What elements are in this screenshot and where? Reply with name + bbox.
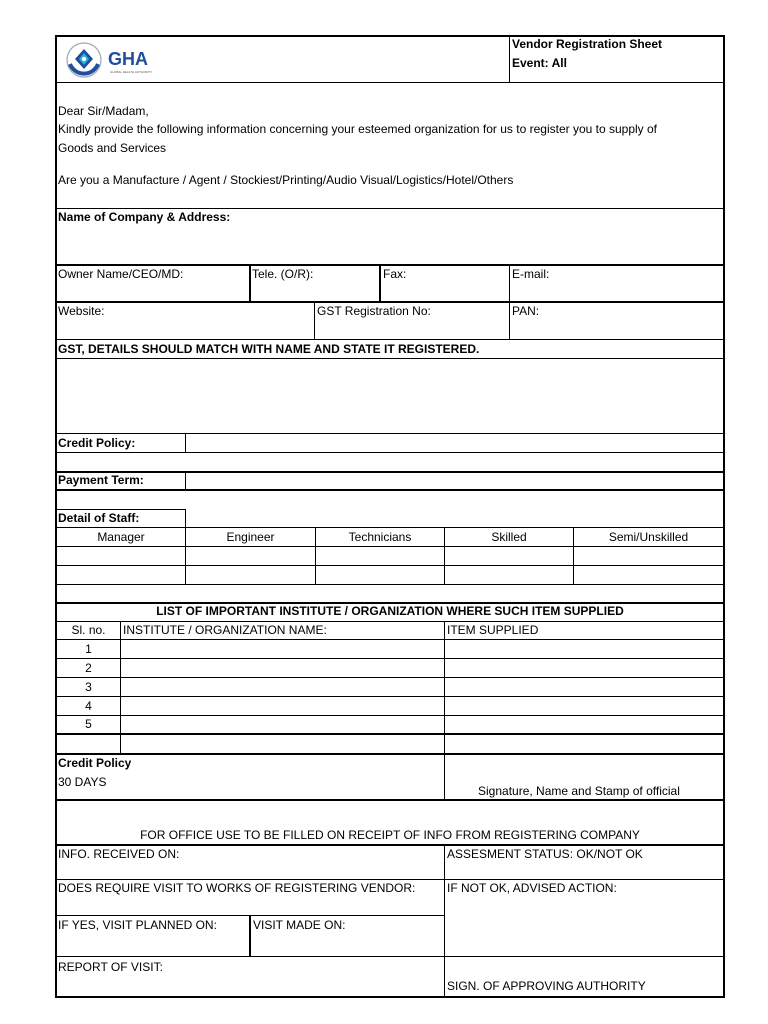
border-right	[723, 35, 725, 998]
staff-col-skilled: Skilled	[491, 530, 527, 544]
salutation: Dear Sir/Madam,	[58, 104, 149, 118]
inst-row-line-7	[55, 753, 725, 755]
row-number-5: 5	[85, 717, 92, 731]
office-row-line-1	[55, 879, 725, 880]
staff-col-semiunskilled: Semi/Unskilled	[608, 530, 689, 544]
fax-field[interactable]	[381, 283, 509, 301]
email-field[interactable]	[510, 283, 722, 301]
staff-semiunskilled-count[interactable]	[574, 547, 722, 565]
institute-name-3[interactable]	[121, 678, 444, 696]
payment-term-label: Payment Term:	[58, 473, 144, 487]
require-visit-label: DOES REQUIRE VISIT TO WORKS OF REGISTERING VENDOR:	[58, 881, 416, 895]
staff-row-line-1	[55, 527, 725, 528]
footer-credit-label: Credit Policy	[58, 756, 132, 770]
payment-term-field[interactable]	[186, 473, 722, 489]
col-item-supplied: ITEM SUPPLIED	[447, 623, 539, 637]
institute-name-4[interactable]	[121, 697, 444, 715]
staff-row-line-4	[55, 584, 725, 585]
row-number-2: 2	[85, 661, 92, 675]
advised-action-field[interactable]	[446, 898, 722, 956]
signature-row-bottom	[55, 799, 725, 801]
border-bottom	[55, 996, 725, 998]
visit-planned-field[interactable]	[57, 934, 249, 956]
institute-name-5[interactable]	[121, 716, 444, 733]
company-address-field[interactable]	[57, 226, 723, 264]
staff-row-line-3	[55, 565, 725, 566]
gst-label: GST Registration No:	[317, 304, 431, 318]
signature-label: Signature, Name and Stamp of official	[478, 784, 680, 798]
request-text-line2: Goods and Services	[58, 141, 167, 155]
item-supplied-2[interactable]	[445, 659, 722, 677]
office-row-line-3	[55, 956, 725, 957]
owner-label: Owner Name/CEO/MD:	[58, 267, 184, 281]
logo-tagline: GLOBAL HEALTH AUTHORITY	[110, 70, 153, 74]
office-title-bottom	[55, 844, 725, 846]
institute-name-2[interactable]	[121, 659, 444, 677]
institutes-title: LIST OF IMPORTANT INSTITUTE / ORGANIZATION WHERE SUCH ITEM SUPPLIED	[156, 604, 624, 618]
col-institute-name: INSTITUTE / ORGANIZATION NAME:	[123, 623, 327, 637]
gst-block-bottom	[55, 433, 725, 434]
gst-details-field[interactable]	[57, 360, 723, 432]
payment-row-bottom	[55, 489, 725, 491]
header-bottom-line	[55, 82, 725, 83]
office-use-title: FOR OFFICE USE TO BE FILLED ON RECEIPT OF INFO FROM REGISTERING COMPANY	[140, 828, 640, 842]
staff-engineer-count[interactable]	[186, 547, 315, 565]
gst-note-bottom	[55, 358, 725, 359]
institute-name-1[interactable]	[121, 640, 444, 658]
staff-col-manager: Manager	[97, 530, 145, 544]
sheet-title: Vendor Registration Sheet	[512, 37, 663, 51]
visit-planned-label: IF YES, VISIT PLANNED ON:	[58, 918, 217, 932]
info-received-field[interactable]	[190, 847, 442, 877]
border-left	[55, 35, 57, 998]
website-row-bottom	[55, 339, 725, 340]
staff-col-technicians: Technicians	[348, 530, 412, 544]
credit-policy-field[interactable]	[186, 435, 722, 451]
col-slno: Sl. no.	[71, 623, 106, 637]
item-supplied-5[interactable]	[445, 716, 722, 733]
pan-label: PAN:	[512, 304, 540, 318]
gst-note: GST, DETAILS SHOULD MATCH WITH NAME AND STATE IT REGISTERED.	[58, 342, 480, 356]
staff-title: Detail of Staff:	[58, 511, 140, 525]
credit-policy-label: Credit Policy:	[58, 436, 136, 450]
vendor-type-question: Are you a Manufacture / Agent / Stockiest/Printing/Audio Visual/Logistics/Hotel/Others	[58, 173, 514, 187]
inst-row-line-6	[55, 733, 725, 735]
visit-made-field[interactable]	[251, 934, 443, 956]
staff-col-engineer: Engineer	[226, 530, 275, 544]
credit-row-bottom	[55, 452, 725, 453]
gha-logo-icon	[64, 40, 104, 80]
staff-title-top	[55, 509, 186, 510]
website-label: Website:	[58, 304, 105, 318]
sign-authority-label: SIGN. OF APPROVING AUTHORITY	[447, 979, 646, 993]
header-divider	[509, 35, 510, 83]
website-field[interactable]	[57, 320, 314, 338]
advised-action-label: IF NOT OK, ADVISED ACTION:	[447, 881, 617, 895]
report-of-visit-field[interactable]	[57, 976, 443, 995]
footer-credit-value: 30 DAYS	[58, 775, 107, 789]
owner-row-bottom	[55, 301, 725, 303]
row-number-4: 4	[85, 699, 92, 713]
pan-field[interactable]	[510, 320, 722, 338]
report-of-visit-label: REPORT OF VISIT:	[58, 960, 163, 974]
item-supplied-1[interactable]	[445, 640, 722, 658]
office-col-divider	[444, 845, 445, 997]
visit-made-label: VISIT MADE ON:	[253, 918, 346, 932]
staff-technicians-count[interactable]	[316, 547, 444, 565]
tele-field[interactable]	[251, 283, 379, 301]
tele-label: Tele. (O/R):	[252, 267, 314, 281]
staff-manager-count[interactable]	[57, 547, 185, 565]
logo-text: GHA	[108, 49, 148, 69]
staff-skilled-count[interactable]	[445, 547, 573, 565]
company-line	[55, 264, 725, 266]
info-received-label: INFO. RECEIVED ON:	[58, 847, 180, 861]
owner-field[interactable]	[57, 283, 249, 301]
assessment-status-label: ASSESMENT STATUS: OK/NOT OK	[447, 847, 643, 861]
fax-label: Fax:	[383, 267, 407, 281]
item-supplied-3[interactable]	[445, 678, 722, 696]
row-number-3: 3	[85, 680, 92, 694]
gst-field[interactable]	[315, 320, 509, 338]
request-text-line1: Kindly provide the following information concerning your esteemed organization for us to register you to supply of	[58, 122, 657, 136]
event-label: Event: All	[512, 56, 567, 70]
item-supplied-4[interactable]	[445, 697, 722, 715]
email-label: E-mail:	[512, 267, 550, 281]
inst-row-line-0	[55, 621, 725, 622]
row-number-1: 1	[85, 642, 92, 656]
company-address-label: Name of Company & Address:	[58, 210, 231, 224]
intro-bottom-line	[55, 208, 725, 209]
